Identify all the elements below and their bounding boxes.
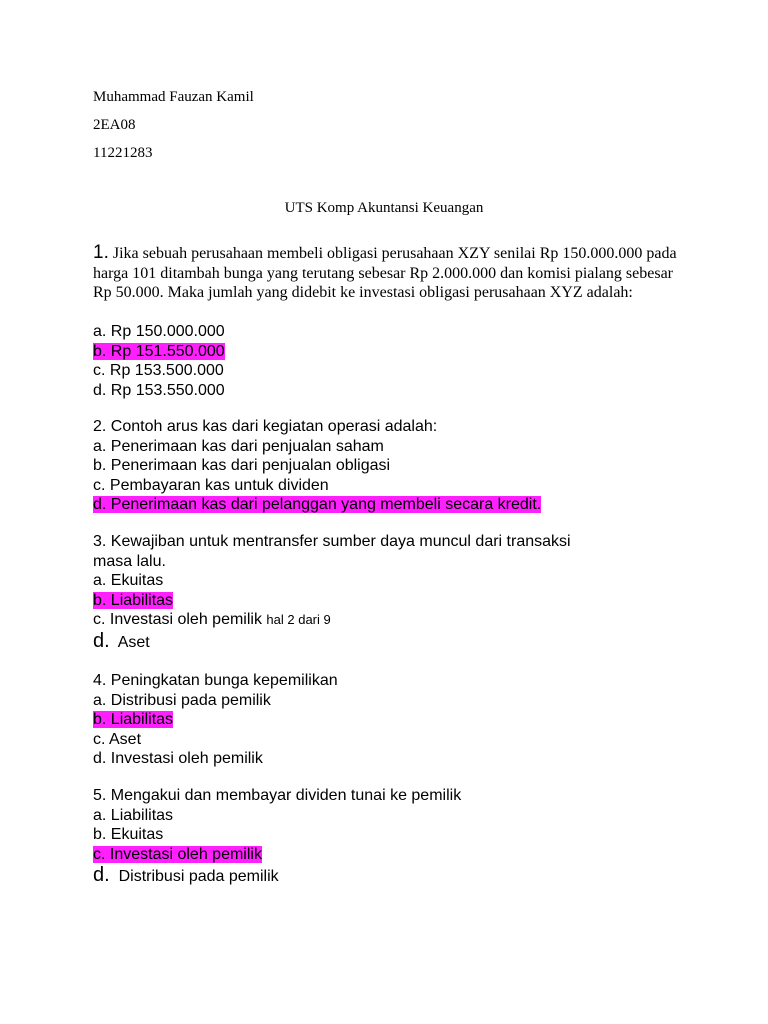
- option-text: a. Liabilitas: [93, 806, 174, 824]
- question-text: 4. Peningkatan bunga kepemilikan: [93, 672, 338, 689]
- option-text: a. Rp 150.000.000: [93, 323, 225, 340]
- option-d: [93, 629, 693, 653]
- option-letter: d.: [93, 629, 110, 652]
- option-text: c. Investasi oleh pemilik: [93, 611, 262, 628]
- option-b: [93, 825, 693, 845]
- option-text: c. Rp 153.500.000: [93, 362, 224, 379]
- option-b: [93, 456, 693, 476]
- option-text-highlighted: c. Investasi oleh pemilik: [93, 845, 262, 863]
- option-text-highlighted: b. Liabilitas: [93, 591, 174, 609]
- question-text: 2. Contoh arus kas dari kegiatan operasi adalah:: [93, 418, 438, 435]
- question-1: [93, 243, 693, 303]
- option-d: [93, 495, 693, 515]
- option-b: [93, 591, 693, 611]
- option-d: [93, 749, 693, 769]
- option-text: d. Rp 153.550.000: [93, 381, 225, 399]
- option-a: [93, 322, 693, 342]
- option-d: [93, 866, 693, 887]
- option-c: [93, 476, 693, 496]
- student-number: 11221283: [93, 145, 153, 161]
- option-c: [93, 361, 693, 381]
- question-2: [93, 417, 693, 515]
- question-5: [93, 786, 693, 887]
- option-a: [93, 571, 693, 591]
- option-b: [93, 342, 693, 362]
- page-note: hal 2 dari 9: [266, 612, 331, 627]
- question-3: [93, 532, 693, 652]
- option-text-highlighted: d. Penerimaan kas dari pelanggan yang membeli secara kredit.: [93, 496, 542, 513]
- option-text: d. Investasi oleh pemilik: [93, 750, 263, 767]
- option-text: a. Ekuitas: [93, 572, 164, 589]
- student-class: 2EA08: [93, 117, 136, 133]
- option-a: [93, 806, 693, 826]
- option-c: [93, 610, 693, 630]
- option-text: c. Pembayaran kas untuk dividen: [93, 476, 329, 494]
- exam-title: UTS Komp Akuntansi Keuangan: [284, 200, 484, 216]
- option-d: [93, 381, 693, 401]
- option-b: [93, 710, 693, 730]
- option-a: [93, 437, 693, 457]
- option-text-highlighted: b. Liabilitas: [93, 711, 174, 728]
- option-c: [93, 730, 693, 750]
- option-text: b. Ekuitas: [93, 826, 164, 843]
- question-1-options: [93, 322, 693, 400]
- option-text-highlighted: b. Rp 151.550.000: [93, 342, 225, 360]
- question-number: 1.: [93, 242, 109, 263]
- option-c: [93, 845, 693, 865]
- question-4: [93, 671, 693, 769]
- option-text: a. Penerimaan kas dari penjualan saham: [93, 437, 384, 455]
- student-name: Muhammad Fauzan Kamil: [93, 89, 254, 105]
- question-text-cont: masa lalu.: [93, 552, 166, 570]
- option-text: Aset: [117, 633, 150, 651]
- option-text: b. Penerimaan kas dari penjualan obligasi: [93, 457, 391, 474]
- question-text: Jika sebuah perusahaan membeli obligasi perusahaan XZY senilai Rp 150.000.000 pada harga 101 ditambah bunga yang terutang sebesar Rp 2.000.000 dan komisi pialang sebesar Rp 50.000. Maka jumlah yang didebit ke investasi obligasi perusahaan XYZ adalah:: [93, 245, 677, 301]
- option-a: [93, 691, 693, 711]
- option-text: a. Distribusi pada pemilik: [93, 691, 271, 709]
- option-text: Distribusi pada pemilik: [118, 868, 279, 885]
- question-text: 3. Kewajiban untuk mentransfer sumber daya muncul dari transaksi: [93, 533, 571, 550]
- option-letter: d.: [93, 864, 110, 886]
- option-text: c. Aset: [93, 730, 142, 748]
- question-text: 5. Mengakui dan membayar dividen tunai ke pemilik: [93, 787, 462, 804]
